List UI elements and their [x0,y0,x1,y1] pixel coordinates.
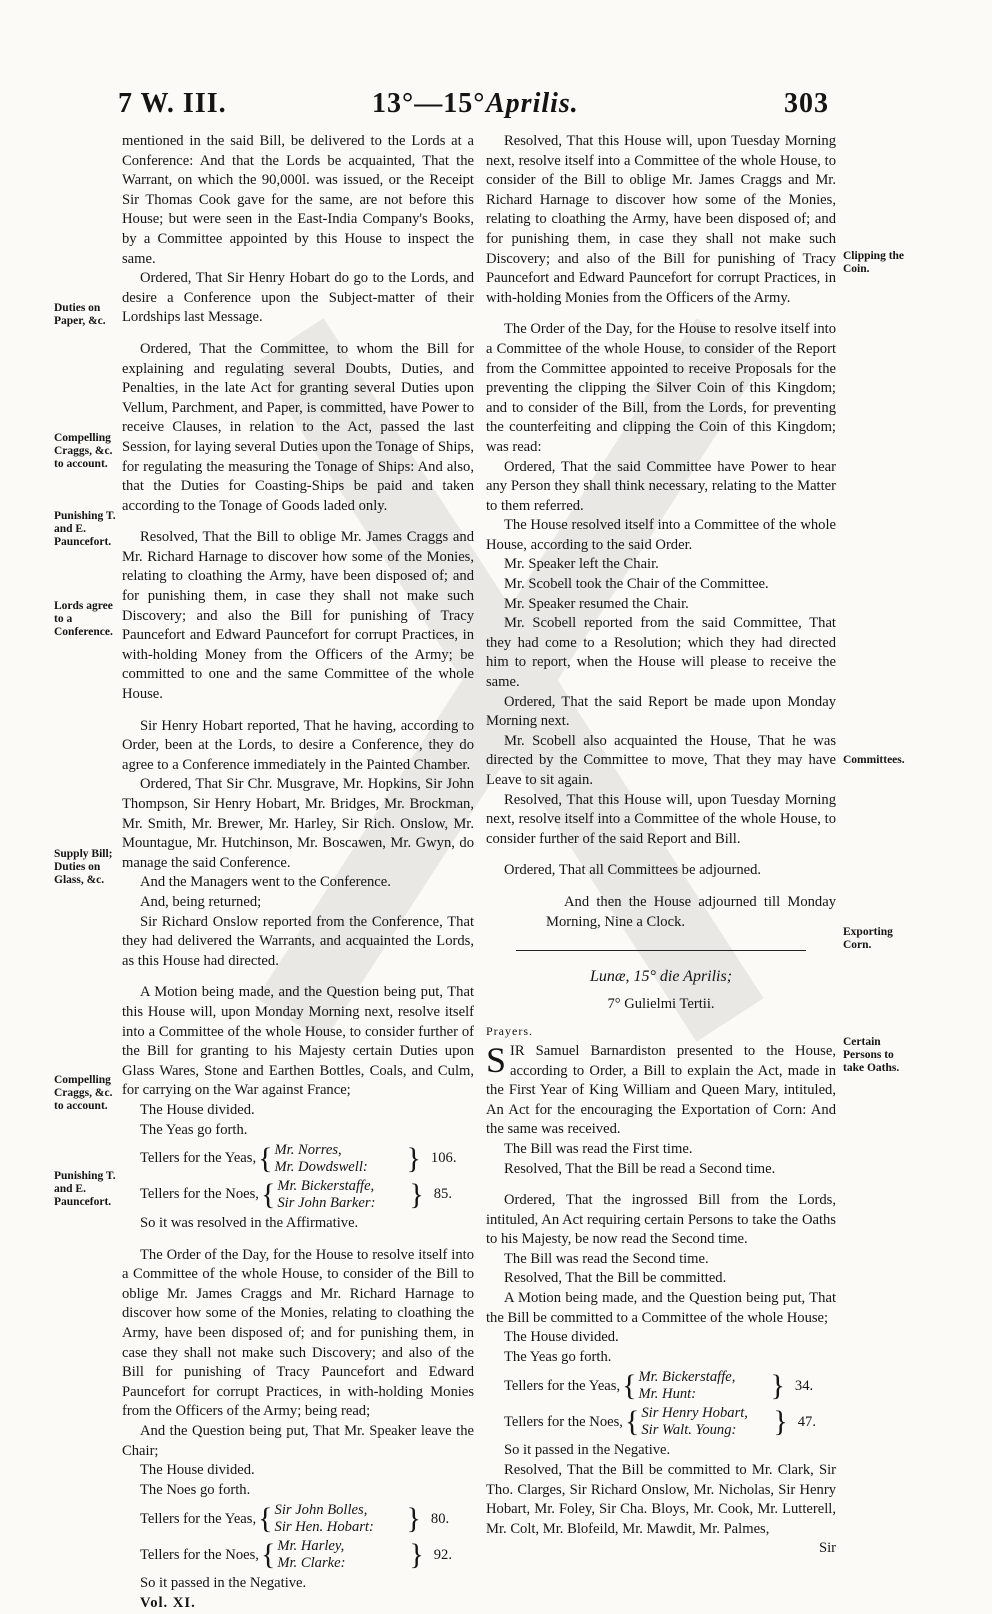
section-divider [516,950,806,951]
paragraph: Mr. Scobell took the Chair of the Committee. [504,576,769,593]
paragraph: Mr. Speaker resumed the Chair. [504,595,689,612]
paragraph: Resolved, That this House will, upon Tuesday Morning next, resolve itself into a Committee of the whole House, to consider further of the said Report and Bill. [486,791,836,847]
paragraph: Resolved, That the Bill to oblige Mr. James Craggs and Mr. Richard Harnage to discover how some of the Monies, relating to cloathing the Army, have been disposed of; and for punishing them, in case they shall not make such Discovery; and also the Bill for punishing of Tracy Pauncefort and Edward Pauncefort for corrupt Practices, in with-holding Money from the Officers of the Army; be committed to one and the same Committee of the whole House. [122,529,474,703]
paragraph: Ordered, That the Committee, to whom the Bill for explaining and regulating several Doubts, Duties, and Penalties, in the late Act for granting several Duties upon Vellum, Parchment, and Paper, is committed, have Power to receive Clauses, in relation to the Act, passed the last Session, for laying several Duties upon the Tonage of Ships, for regulating the measuring the Tonage of Ships: And also, that the Duties for Coasting-Ships be paid and taken according to the Tonage of Goods laded only. [122,340,474,514]
tellers-yeas: Tellers for the Yeas, { Mr. Bickerstaffe, Mr. Hunt: } 34. [504,1369,814,1403]
paragraph: mentioned in the said Bill, be delivered to the Lords at a Conference: And that the Lords be acquainted, That the Warrant, on which the 90,000l. was issued, or the Receipt Sir Thomas Cook gave for the same, are not before this House; but were seen in the East-India Company's Books, by a Committee appointed by this House to inspect the same. [122,133,474,267]
margin-note: Certain Persons to take Oaths. [843,1036,900,1074]
regnal-year: 7 W. III. [118,88,227,119]
margin-note: Lords agree to a Conference. [54,600,113,638]
vote-count: 85. [433,1186,452,1203]
margin-note: Clipping the Coin. [843,250,905,275]
paragraph: So it was resolved in the Affirmative. [140,1215,359,1232]
paragraph: Sir Richard Onslow reported from the Conference, That they had delivered the Warrants, and acquainted the Lords, as this House had directed. [122,913,474,969]
margin-note: Compelling Craggs, &c. to account. [54,1074,113,1112]
margin-note: Punishing T. and E. Pauncefort. [54,1170,116,1208]
paragraph: And the Question being put, That Mr. Speaker leave the Chair; [122,1423,474,1459]
vote-count: 80. [430,1510,450,1527]
paragraph: The Noes go forth. [140,1481,251,1498]
paragraph: Resolved, That the Bill be committed. [504,1270,727,1287]
right-column [486,132,836,1559]
paragraph: Resolved, That this House will, upon Tuesday Morning next, resolve itself into a Committee of the whole House, to consider of the Bill to oblige Mr. James Craggs and Mr. Richard Harnage to discover how some of the Monies, relating to cloathing the Army, have been disposed of; and for punishing them, in case they shall not make such Discovery; and also of the Bill for punishing of Tracy Pauncefort and Edward Pauncefort for corrupt Practices, in with-holding Monies from the Officers of the Army. [486,133,836,306]
paragraph: Ordered, That all Committees be adjourned. [504,862,762,879]
paragraph: The House resolved itself into a Committee of the whole House, according to the said Order. [486,517,836,553]
month: Aprilis. [486,88,579,119]
page-number: 303 [784,88,829,119]
paragraph: And the Managers went to the Conference. [140,874,391,891]
margin-note: Punishing T. and E. Pauncefort. [54,510,116,548]
vote-count: 47. [797,1413,816,1430]
paragraph: A Motion being made, and the Question being put, That this House will, upon Monday Morning next, resolve itself into a Committee of the whole House, to consider further of the Bill for granting to his Majesty certain Duties upon Glass Wares, Stone and Earthen Bottles, Coals, and Culm, for carrying on the War against France; [122,984,474,1099]
margin-note: Compelling Craggs, &c. to account. [54,432,113,470]
vote-count: 34. [794,1377,814,1394]
tellers-noes: Tellers for the Noes, { Mr. Harley, Mr. Clarke: } 92. [140,1538,452,1572]
paragraph: Ordered, That the ingrossed Bill from the Lords, intituled, An Act requiring certain Persons to take the Oaths to his Majesty, be now read the Second time. [486,1192,836,1248]
left-column [122,132,474,1614]
volume-footer: Vol. XI. [140,1595,196,1611]
paragraph: So it passed in the Negative. [504,1442,671,1459]
paragraph: Ordered, That Sir Henry Hobart do go to the Lords, and desire a Conference upon the Subject-matter of their Lordships last Message. [122,270,474,326]
prayers-heading: Prayers. [486,1024,533,1039]
paragraph: Ordered, That the said Report be made upon Monday Morning next. [486,693,836,730]
paragraph: The Yeas go forth. [140,1121,248,1138]
margin-note: Committees. [843,754,905,766]
tellers-yeas: Tellers for the Yeas, { Sir John Bolles, Sir Hen. Hobart: } 80. [140,1502,450,1536]
paragraph: The Order of the Day, for the House to resolve itself into a Committee of the whole House, to consider of the Report from the Committee appointed to receive Proposals for the preventing the clipping the Silver Coin of this Kingdom; and to consider of the Bill, from the Lords, for preventing the counterfeiting and clipping the Coin of this Kingdom; was read: [486,321,836,455]
paragraph: A Motion being made, and the Question being put, That the Bill be committed to a Committee of the whole House; [486,1290,836,1326]
drop-cap: S [486,1039,507,1080]
paragraph: Sir Henry Hobart reported, That he having, according to Order, been at the Lords, to desire a Conference, they do agree to a Conference immediately in the Painted Chamber. [122,717,474,773]
margin-note: Duties on Paper, &c. [54,302,106,327]
paragraph: Mr. Scobell also acquainted the House, That he was directed by the Committee to move, That they may have Leave to sit again. [486,732,836,788]
reign-heading: 7° Gulielmi Tertii. [607,995,715,1012]
paragraph: The Order of the Day, for the House to resolve itself into a Committee of the whole House, to consider of the Bill to oblige Mr. James Craggs and Mr. Richard Harnage to discover how some of the Monies, relating to cloathing the Army, have been disposed of; and for punishing them, in case they shall not make such Discovery; and also of the Bill for punishing of Tracy Pauncefort and Edward Pauncefort for corrupt Practices, in with-holding Monies from the Officers of the Army; being read; [122,1246,474,1420]
margin-note: Supply Bill; Duties on Glass, &c. [54,848,113,886]
tellers-yeas: Tellers for the Yeas, { Mr. Norres, Mr. Dowdswell: } 106. [140,1142,457,1176]
catchword: Sir [818,1540,836,1557]
paragraph: The House divided. [140,1101,255,1118]
paragraph: IR Samuel Barnardiston presented to the House, according to Order, a Bill to explain the Act, made in the First Year of King William and Queen Mary, intituled, An Act for the encouraging the Exportation of Corn: And the same was received. [486,1042,836,1138]
vote-count: 106. [430,1150,457,1167]
paragraph: The House divided. [504,1329,619,1346]
paragraph: Resolved, That the Bill be read a Second time. [504,1160,776,1177]
date-range: 13°—15° [372,88,486,119]
paragraph: Mr. Scobell reported from the said Committee, That they had come to a Resolution; which they had directed him to report, when the House will please to receive the same. [486,615,836,691]
paragraph: The Bill was read the First time. [504,1140,693,1157]
tellers-noes: Tellers for the Noes, { Mr. Bickerstaffe, Sir John Barker: } 85. [140,1178,452,1212]
paragraph: The Yeas go forth. [504,1348,612,1365]
paragraph: Ordered, That the said Committee have Power to hear any Person they shall think necessary, relating to the Matter to them referred. [486,458,836,514]
paragraph: Resolved, That the Bill be committed to Mr. Clark, Sir Tho. Clarges, Sir Richard Onslow, Mr. Nicholas, Sir Henry Hobart, Mr. Foley, Sir Cha. Bloys, Mr. Cook, Mr. Lutterell, Mr. Colt, Mr. Blofeild, Mr. Mawdit, Mr. Palmes, [486,1462,836,1537]
paragraph: And, being returned; [140,893,262,910]
paragraph: Mr. Speaker left the Chair. [504,556,659,573]
vote-count: 92. [433,1546,452,1563]
tellers-noes: Tellers for the Noes, { Sir Henry Hobart, Sir Walt. Young: } 47. [504,1405,816,1439]
paragraph: The Bill was read the Second time. [504,1250,709,1267]
paragraph: Ordered, That Sir Chr. Musgrave, Mr. Hopkins, Sir John Thompson, Sir Henry Hobart, Mr. Bridges, Mr. Brockman, Mr. Smith, Mr. Brewer, Mr. Harley, Sir Rich. Onslow, Mr. Mountague, Mr. Hutchinson, Mr. Boscawen, Mr. Gwyn, do manage the said Conference. [122,776,474,871]
paragraph: So it passed in the Negative. [140,1575,307,1592]
paragraph: And then the House adjourned till Monday Morning, Nine a Clock. [546,893,836,930]
paragraph: The House divided. [140,1462,255,1479]
day-heading: Lunæ, 15° die Aprilis; [589,968,733,986]
margin-note: Exporting Corn. [843,926,893,951]
